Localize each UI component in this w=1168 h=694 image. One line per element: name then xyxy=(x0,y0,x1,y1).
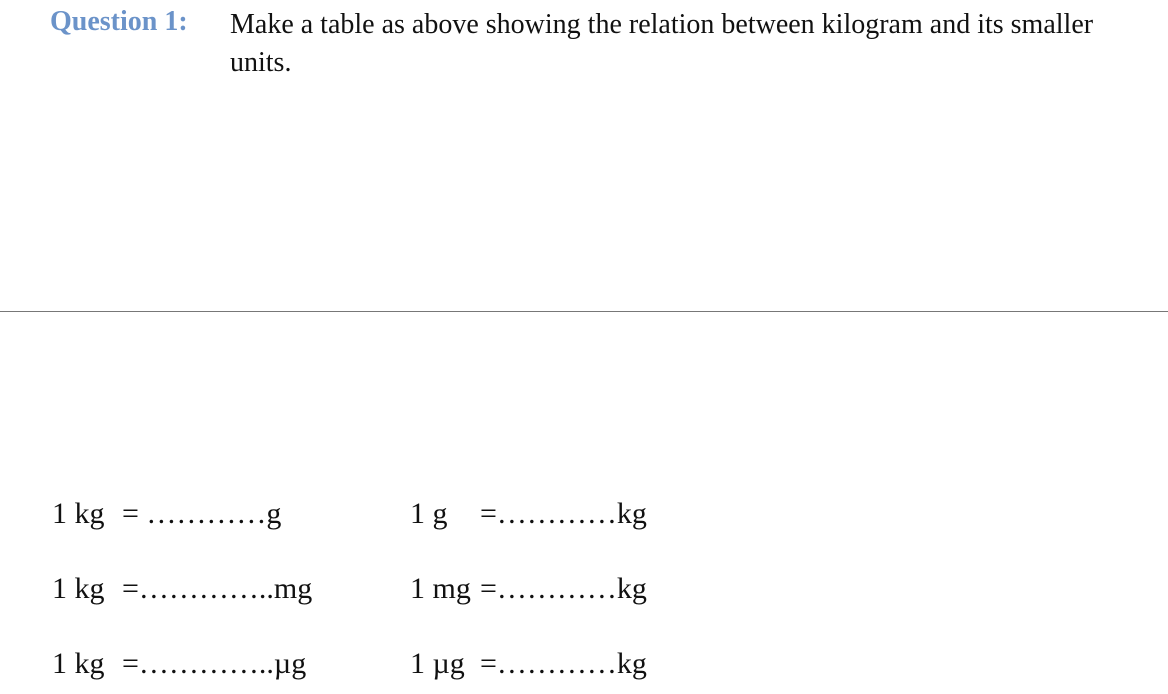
equation-lhs: 1 kg xyxy=(52,647,105,680)
equation-lhs: 1 kg xyxy=(52,572,105,605)
equation-rhs: = …………g xyxy=(122,497,282,530)
equation-rhs: =…………kg xyxy=(480,497,647,530)
section-divider xyxy=(0,311,1168,312)
equation-rhs: =…………..mg xyxy=(122,572,313,605)
question-text: Make a table as above showing the relation between kilogram and its smaller units. xyxy=(230,9,1094,78)
equation-kg-to-mg xyxy=(52,571,312,607)
equation-g-to-kg xyxy=(410,496,647,532)
equation-rhs: =…………..µg xyxy=(122,647,307,680)
equation-mg-to-kg xyxy=(410,571,647,607)
question-label: Question 1: xyxy=(50,6,188,37)
equation-lhs: 1 g xyxy=(410,497,448,530)
equation-rhs: =…………kg xyxy=(480,572,647,605)
equation-kg-to-g xyxy=(52,496,281,532)
equation-lhs: 1 kg xyxy=(52,497,105,530)
equation-kg-to-ug xyxy=(52,646,306,682)
equation-ug-to-kg xyxy=(410,646,647,682)
equation-rhs: =…………kg xyxy=(480,647,647,680)
equation-lhs: 1 µg xyxy=(410,647,465,680)
equation-lhs: 1 mg xyxy=(410,572,471,605)
